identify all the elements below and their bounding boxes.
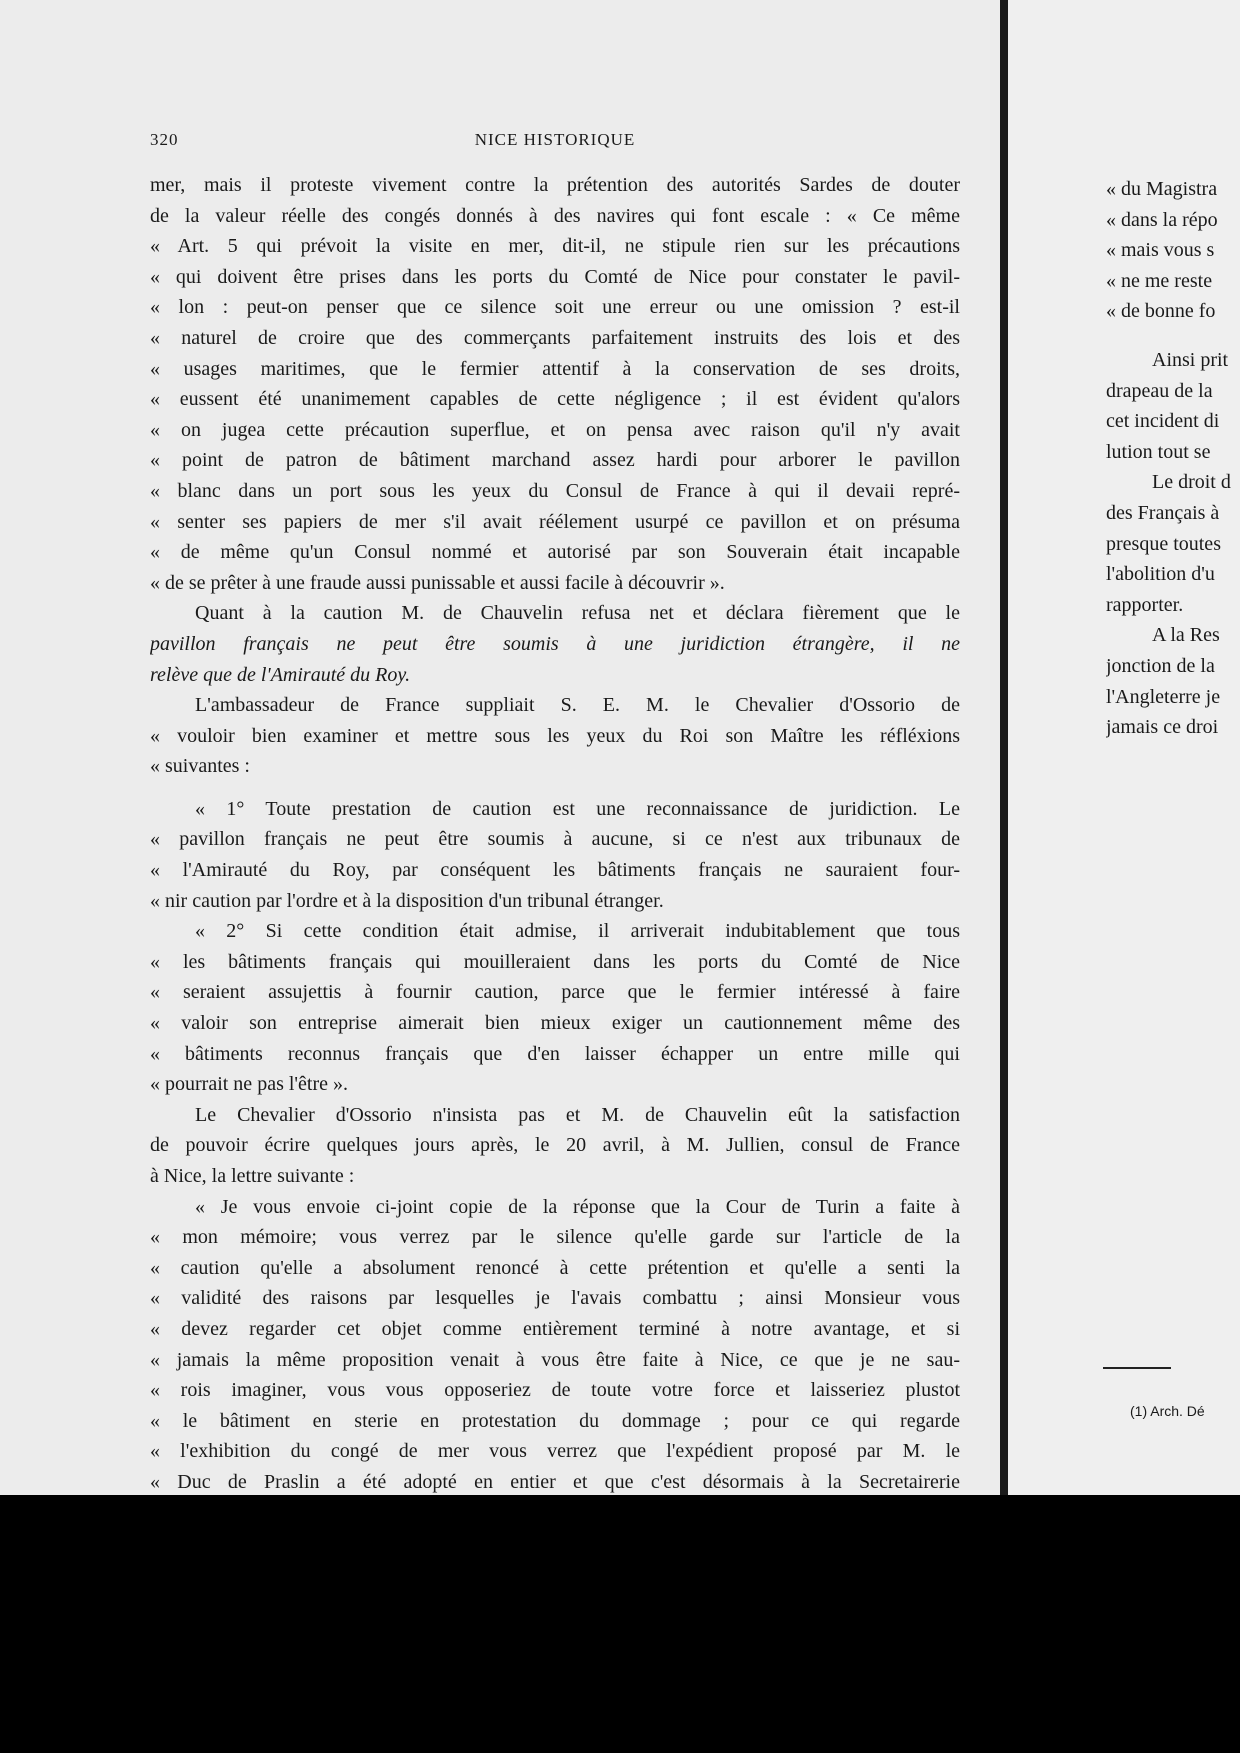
footnote: (1) Arch. Dé bbox=[1130, 1403, 1205, 1419]
text-line: « Duc de Praslin a été adopté en entier et que c'est désormais à la Secretairerie bbox=[150, 1470, 960, 1493]
left-page-text bbox=[150, 170, 960, 1495]
right-page-text bbox=[1106, 174, 1240, 743]
text-line: jonction de la bbox=[1106, 654, 1215, 677]
text-line: relève que de l'Amirauté du Roy. bbox=[150, 663, 411, 686]
text-line: des Français à bbox=[1106, 501, 1220, 524]
text-line: « usages maritimes, que le fermier attentif à la conservation de ses droits, bbox=[150, 357, 960, 380]
text-line: « qui doivent être prises dans les ports du Comté de Nice pour constater le pavil- bbox=[150, 265, 960, 288]
text-line: « validité des raisons par lesquelles je l'avais combattu ; ainsi Monsieur vous bbox=[150, 1287, 960, 1310]
text-line: « de se prêter à une fraude aussi punissable et aussi facile à découvrir ». bbox=[150, 571, 725, 594]
text-line: « lon : peut-on penser que ce silence soit une erreur ou une omission ? est-il bbox=[150, 296, 960, 319]
text-line: mer, mais il proteste vivement contre la prétention des autorités Sardes de douter bbox=[150, 174, 960, 196]
text-line: drapeau de la bbox=[1106, 379, 1213, 402]
text-line: « les bâtiments français qui mouilleraient dans les ports du Comté de Nice bbox=[150, 950, 960, 973]
text-line: « vouloir bien examiner et mettre sous les yeux du Roi son Maître les réfléxions bbox=[150, 724, 960, 747]
text-line: « 2° Si cette condition était admise, il arriverait indubitablement que tous bbox=[195, 920, 960, 943]
text-line: « l'Amirauté du Roy, par conséquent les bâtiments français ne sauraient four- bbox=[150, 859, 960, 882]
text-line: « naturel de croire que des commerçants parfaitement instruits des lois et des bbox=[150, 326, 960, 349]
text-line: jamais ce droi bbox=[1106, 716, 1219, 739]
text-line: « devez regarder cet objet comme entièrement terminé à notre avantage, et si bbox=[150, 1317, 960, 1340]
book-gutter bbox=[1000, 0, 1008, 1495]
text-line: l'abolition d'u bbox=[1106, 563, 1215, 586]
paragraph-gap bbox=[1106, 327, 1240, 345]
text-line: « blanc dans un port sous les yeux du Consul de France à qui il devaii repré- bbox=[150, 479, 960, 502]
text-line: « caution qu'elle a absolument renoncé à cette prétention et qu'elle a senti la bbox=[150, 1256, 960, 1279]
header-title: NICE HISTORIQUE bbox=[474, 130, 636, 149]
text-line: lution tout se bbox=[1106, 440, 1211, 463]
text-line: « valoir son entreprise aimerait bien mieux exiger un cautionnement même des bbox=[150, 1012, 960, 1035]
text-line: de la valeur réelle des congés donnés à des navires qui font escale : « Ce même bbox=[150, 204, 960, 227]
text-line: à Nice, la lettre suivante : bbox=[150, 1165, 355, 1187]
text-line: « dans la répo bbox=[1106, 208, 1218, 231]
text-line: Quant à la caution M. de Chauvelin refusa net et déclara fièrement que le bbox=[195, 602, 960, 625]
text-line: « eussent été unanimement capables de cette négligence ; il est évident qu'alors bbox=[150, 388, 960, 411]
text-line: Le droit d bbox=[1152, 471, 1231, 494]
text-line: « senter ses papiers de mer s'il avait réélement usurpé ce pavillon et on présuma bbox=[150, 510, 960, 533]
text-line: « le bâtiment en sterie en protestation du dommage ; pour ce qui regarde bbox=[150, 1409, 960, 1432]
text-line: « du Magistra bbox=[1106, 178, 1218, 200]
text-line: « pavillon français ne peut être soumis à aucune, si ce n'est aux tribunaux de bbox=[150, 828, 960, 851]
footnote-rule bbox=[1103, 1367, 1171, 1369]
text-line: de pouvoir écrire quelques jours après, le 20 avril, à M. Jullien, consul de France bbox=[150, 1134, 960, 1157]
text-line: « jamais la même proposition venait à vous être faite à Nice, ce que je ne sau- bbox=[150, 1348, 960, 1371]
text-line: « Art. 5 qui prévoit la visite en mer, dit-il, ne stipule rien sur les précautions bbox=[150, 235, 960, 258]
text-line: Ainsi prit bbox=[1152, 348, 1229, 371]
text-line: « 1° Toute prestation de caution est une reconnaissance de juridiction. Le bbox=[195, 797, 960, 820]
text-line: « bâtiments reconnus français que d'en laisser échapper un entre mille qui bbox=[150, 1042, 960, 1065]
text-line: cet incident di bbox=[1106, 410, 1220, 433]
text-line: « seraient assujettis à fournir caution, parce que le fermier intéressé à faire bbox=[150, 981, 960, 1004]
text-line: rapporter. bbox=[1106, 593, 1184, 616]
text-line: « rois imaginer, vous vous opposeriez de toute votre force et laisseriez plustot bbox=[150, 1379, 960, 1402]
text-line: « suivantes : bbox=[150, 755, 250, 778]
text-line: « mais vous s bbox=[1106, 239, 1215, 262]
text-line: « de bonne fo bbox=[1106, 300, 1216, 323]
right-page bbox=[1008, 0, 1240, 1495]
text-line: Le Chevalier d'Ossorio n'insista pas et M. de Chauvelin eût la satisfaction bbox=[195, 1103, 960, 1126]
text-line: « nir caution par l'ordre et à la disposition d'un tribunal étranger. bbox=[150, 889, 664, 912]
text-line: « on jugea cette précaution superflue, et on pensa avec raison qu'il n'y avait bbox=[150, 418, 960, 441]
text-line: « l'exhibition du congé de mer vous verrez que l'expédient proposé par M. le bbox=[150, 1440, 960, 1463]
text-line: pavillon français ne peut être soumis à une juridiction étrangère, il ne bbox=[150, 632, 960, 655]
text-line: L'ambassadeur de France suppliait S. E. M. le Chevalier d'Ossorio de bbox=[195, 694, 960, 717]
text-line: « pourrait ne pas l'être ». bbox=[150, 1073, 348, 1096]
paragraph-gap bbox=[150, 782, 960, 794]
text-line: presque toutes bbox=[1106, 532, 1221, 555]
text-line: « de même qu'un Consul nommé et autorisé par son Souverain était incapable bbox=[150, 541, 960, 564]
text-line: l'Angleterre je bbox=[1106, 685, 1221, 708]
text-line: « Je vous envoie ci-joint copie de la réponse que la Cour de Turin a faite à bbox=[195, 1195, 960, 1218]
text-line: « mon mémoire; vous verrez par le silence qu'elle garde sur l'article de la bbox=[150, 1226, 960, 1249]
text-line: « point de patron de bâtiment marchand assez hardi pour arborer le pavillon bbox=[150, 449, 960, 472]
text-line: « ne me reste bbox=[1106, 269, 1213, 292]
text-line: A la Res bbox=[1152, 624, 1220, 647]
page-number: 320 bbox=[150, 130, 179, 149]
